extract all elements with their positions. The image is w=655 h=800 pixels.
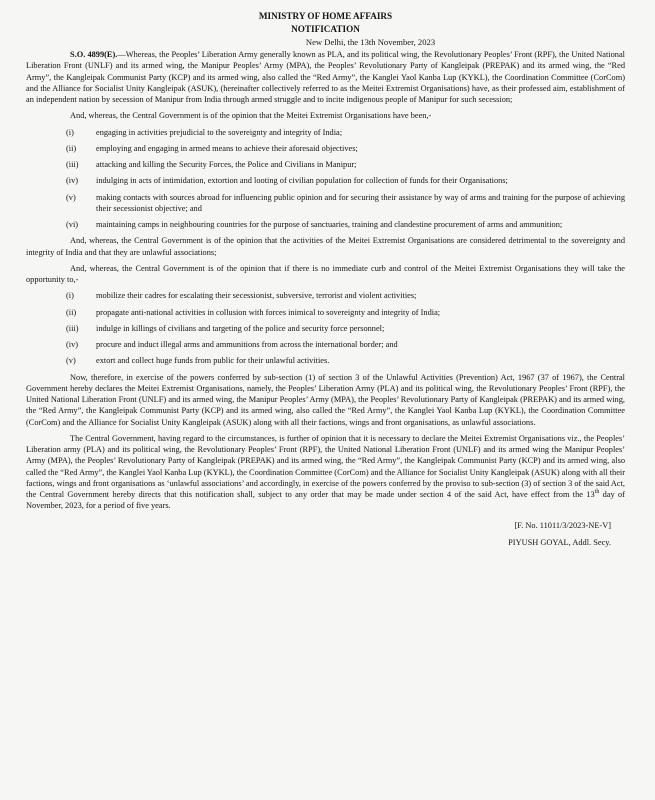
- list-item-number: (iv): [66, 340, 79, 349]
- para3-intro: And, whereas, the Central Government is of the opinion that if there is no immediate curb and control of the Meitei Extremist Organisations they will take the opportunity to,-: [26, 263, 625, 284]
- list-item-number: (ii): [66, 143, 77, 153]
- list-item-text: procure and induct illegal arms and ammunitions from across the international border; and: [96, 340, 398, 349]
- list-item-number: (iii): [66, 160, 79, 169]
- para5-tail: day of November, 2023, for a period of five years.: [26, 490, 625, 511]
- list-item: [26, 355, 625, 366]
- list-item-number: (iii): [66, 323, 79, 333]
- list-item: [26, 175, 625, 186]
- list-item: [26, 143, 625, 154]
- list-item: [26, 127, 625, 138]
- list-item-text: engaging in activities prejudicial to the sovereignty and integrity of India;: [96, 127, 343, 137]
- list-item-number: (iv): [66, 176, 79, 186]
- preamble-text: —Whereas, the Peoples’ Liberation Army generally known as PLA, and its political wing, the Revolutionary Peoples’ Front (RPF), the United National Liberation Front (UNLF) and its armed wing, the Manipur Peoples’ Army (MPA), the Peoples’ Revolutionary Party of Kangleipak (PREPAK) and its armed wing, the “Red Army”, the Kangleipak Communist Party (KCP) and its armed wing, also called the “Red Army”, the Kanglei Yaol Kanba Lup (KYKL), the Coordination Committee (CorCom) and the Alliance for Socialist Unity Kangleipak (ASUK), (hereinafter collectively referred to as the Meitei Extremist Organisations) have, as their professed aim, establishment of an independent nation by secession of Manipur from India through armed struggle and to incite indigenous people of Manipur for such secession;: [26, 50, 625, 104]
- notification-title: NOTIFICATION: [291, 24, 360, 34]
- list-item-text: propagate anti-national activities in collusion with forces inimical to sovereignty and integrity of India;: [96, 307, 441, 317]
- list-item: [26, 219, 625, 230]
- para1-intro: And, whereas, the Central Government is of the opinion that the Meitei Extremist Organisations have been,-: [70, 111, 432, 121]
- list-item-text: extort and collect huge funds from public for their unlawful activities.: [96, 356, 330, 366]
- list-item-text: mobilize their cadres for escalating their secessionist, subversive, terrorist and violent activities;: [96, 291, 417, 301]
- para5-sup: th: [594, 489, 600, 496]
- list-item-text: maintaining camps in neighbouring countries for the purpose of sanctuaries, training and clandestine procurement of arms and ammunition;: [96, 220, 563, 229]
- list-item-text: employing and engaging in armed means to achieve their aforesaid objectives;: [96, 143, 358, 153]
- list-item: [26, 192, 625, 215]
- list-item-text: indulge in killings of civilians and targeting of the police and security force personnel;: [96, 323, 385, 333]
- list-item-number: (v): [66, 192, 76, 202]
- para3-list: [26, 290, 625, 366]
- list-item: [26, 290, 625, 301]
- ministry-title: MINISTRY OF HOME AFFAIRS: [258, 11, 393, 21]
- list-item-number: (i): [66, 127, 74, 137]
- list-item: [26, 339, 625, 350]
- list-item: [26, 159, 625, 170]
- para2: And, whereas, the Central Government is of the opinion that the activities of the Meitei Extremist Organisations are considered detrimental to the sovereignty and integrity of India and that they are unlawful associations;: [26, 236, 625, 257]
- para5: [26, 433, 625, 512]
- list-item-text: indulging in acts of intimidation, extortion and looting of civilian population for collection of funds for their Organisations;: [96, 176, 508, 186]
- list-item: [26, 307, 625, 318]
- para4: Now, therefore, in exercise of the powers conferred by sub-section (1) of section 3 of the Unlawful Activities (Prevention) Act, 1967 (37 of 1967), the Central Government hereby declares the Meitei Extremist Organisations, namely, the Peoples’ Liberation Army (PLA) and its political wing, the Revolutionary Peoples’ Front (RPF), the United National Liberation Front (UNLF) and its armed wing, the Manipur Peoples’ Army (MPA), the Peoples’ Revolutionary Party of Kangleipak (PREPAK) and its armed wing, the “Red Army”, the Kangleipak Communist Party (KCP) and its armed wing, also called the “Red Army”, the Kanglei Yaol Kanba Lup (KYKL), the Coordination Committee (CorCom) and the Alliance for Socialist Unity Kangleipak (ASUK) along with all their factions, wings and front organisations, as unlawful associations.: [26, 372, 625, 427]
- para5-text: The Central Government, having regard to the circumstances, is further of opinion that it is necessary to declare the Meitei Extremist Organisations viz., the Peoples’ Liberation army (PLA) and its political wing, the Revolutionary Peoples’ Front (RPF), the United National Liberation Front (UNLF) and its armed wing the Manipur Peoples’ Army (MPA), the Peoples’ Revolutionary Party of Kangleipak (PREPAK) and its armed wing, the “Red Army”, the Kangleipak Communist Party (KCP) and its armed wing, also called the “Red Army”, the Kanglei Yaol Kanba Lup (KYKL), the Coordination Committee (CorCom) and the Alliance for Socialist Unity Kangleipak (ASUK) along with all their factions, wings and front organisations as ‘unlawful associations’ and accordingly, in exercise of the powers conferred by the proviso to sub-section (3) of section 3 of the said Act, the Central Government hereby directs that this notification shall, subject to any order that may be made under section 4 of the said Act, have effect from the 13: [26, 433, 625, 499]
- list-item-number: (v): [66, 356, 76, 366]
- list-item-number: (i): [66, 291, 74, 301]
- signatory: PIYUSH GOYAL, Addl. Secy.: [508, 537, 611, 547]
- list-item-number: (vi): [66, 220, 79, 229]
- list-item-number: (ii): [66, 307, 77, 317]
- date-line: New Delhi, the 13th November, 2023: [305, 37, 436, 47]
- para1-list: [26, 127, 625, 231]
- list-item-text: attacking and killing the Security Forces, the Police and Civilians in Manipur;: [96, 160, 357, 169]
- so-number: S.O. 4899(E).: [70, 50, 118, 59]
- file-number: [F. No. 11011/3/2023-NE-V]: [514, 520, 611, 530]
- list-item: [26, 323, 625, 334]
- list-item-text: making contacts with sources abroad for influencing public opinion and for securing their assistance by way of arms and training for the purpose of achieving their secessionist objective; and: [96, 192, 625, 213]
- preamble-paragraph: [26, 49, 625, 105]
